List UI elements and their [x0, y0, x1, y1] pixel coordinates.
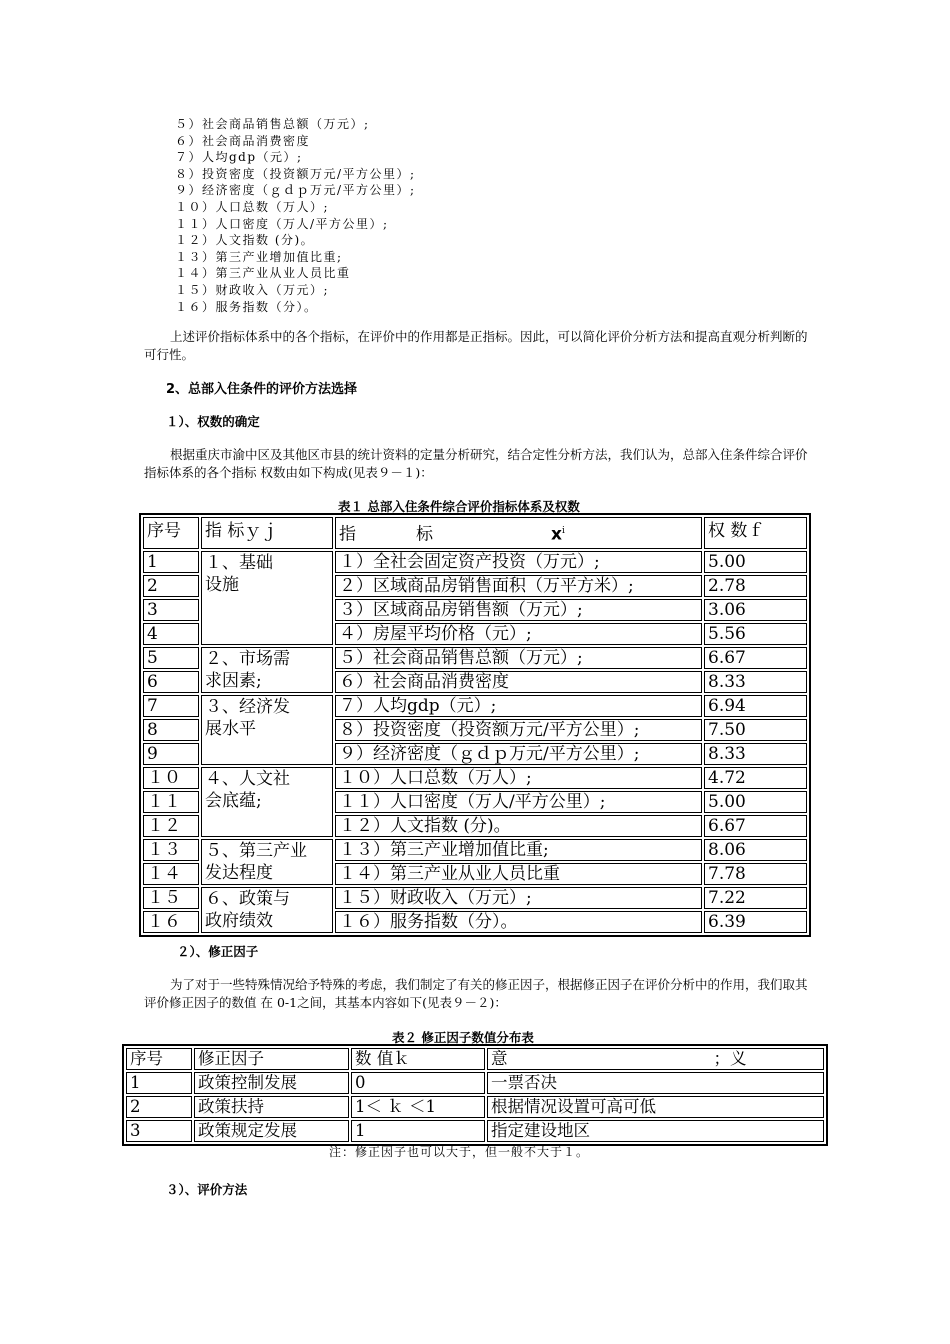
header-seq: 序号: [143, 517, 199, 549]
table-row: １４ １４）第三产业从业人员比重 7.78: [143, 863, 807, 885]
table1-caption: 表１ 总部入住条件综合评价指标体系及权数: [338, 499, 580, 514]
category-cell: ５、第三产业 发达程度: [201, 839, 333, 885]
list-item: １６）服务指数（分）。: [175, 299, 318, 314]
list-item: １２）人文指数 (分)。: [175, 233, 315, 248]
table-header-row: [143, 517, 807, 549]
correction-factor-table: [122, 1044, 828, 1146]
category-cell: ３、经济发 展水平: [201, 695, 333, 765]
table-row: １０ ４、人文社 会底蕴; １０）人口总数（万人）; 4.72: [143, 767, 807, 789]
list-item: １５）财政收入（万元）;: [175, 282, 330, 297]
table-row: 1 政策控制发展 0 一票否决: [126, 1072, 824, 1094]
table-row: 7 ３、经济发 展水平 ７）人均gdp（元）; 6.94: [143, 695, 807, 717]
indicator-list: [175, 116, 416, 315]
list-item: ８）投资密度（投资额万元/平方公里）;: [175, 166, 416, 181]
table-row: １１ １１）人口密度（万人/平方公里）; 5.00: [143, 791, 807, 813]
list-item: １４）第三产业从业人员比重: [175, 266, 351, 281]
header-seq: 序号: [126, 1048, 192, 1070]
category-cell: ２、市场需 求因素;: [201, 647, 333, 693]
table-row: 5 ２、市场需 求因素; ５）社会商品销售总额（万元）; 6.67: [143, 647, 807, 669]
list-item: １１）人口密度（万人/平方公里）;: [175, 216, 389, 231]
list-item: ５）社会商品销售总额（万元）;: [175, 117, 370, 131]
table-row: 3 ３）区域商品房销售额（万元）; 3.06: [143, 599, 807, 621]
table-row: 3 政策规定发展 1 指定建设地区: [126, 1120, 824, 1142]
table-row: 9 ９）经济密度（ｇｄｐ万元/平方公里）; 8.33: [143, 743, 807, 765]
section-heading: 2、总部入住条件的评价方法选择: [166, 382, 358, 397]
header-k: 数 值ｋ: [351, 1048, 485, 1070]
header-weight: 权 数ｆ: [704, 517, 807, 549]
list-item: ９）经济密度（ｇｄｐ万元/平方公里）;: [175, 183, 416, 198]
table-row: 8 ８）投资密度（投资额万元/平方公里）; 7.50: [143, 719, 807, 741]
table-row: 2 ２）区域商品房销售面积（万平方米）; 2.78: [143, 575, 807, 597]
category-cell: １、基础 设施: [201, 551, 333, 645]
paragraph-weights: 根据重庆市渝中区及其他区市县的统计资料的定量分析研究，结合定性分析方法，我们认为，总部入住条件综合评价指标体系的各个指标 权数由如下构成(见表９－１)：: [144, 447, 808, 480]
subsection-heading-method: ３）、评价方法: [166, 1182, 248, 1197]
table-header-row: [126, 1048, 824, 1070]
table2-caption: 表２ 修正因子数值分布表: [392, 1030, 534, 1045]
header-factor: 修正因子: [194, 1048, 349, 1070]
table-row: 4 ４）房屋平均价格（元）; 5.56: [143, 623, 807, 645]
weights-table: [139, 513, 811, 937]
subsection-heading-correction: ２）、修正因子: [177, 944, 259, 959]
header-meaning: 意 ；义: [487, 1048, 824, 1070]
paragraph-positive-indicators: 上述评价指标体系中的各个指标，在评价中的作用都是正指标。因此，可以简化评价分析方法和提高直观分析判断的可行性。: [144, 329, 808, 362]
category-cell: ４、人文社 会底蕴;: [201, 767, 333, 837]
table-row: 1 １、基础 设施 １）全社会固定资产投资（万元）; 5.00: [143, 551, 807, 573]
table-row: １６ １６）服务指数（分）。 6.39: [143, 911, 807, 933]
table2-note: 注：修正因子也可以大于，但一般不大于１。: [329, 1145, 590, 1159]
subsection-heading-weights: １）、权数的确定: [166, 414, 260, 429]
list-item: １０）人口总数（万人）;: [175, 199, 330, 214]
paragraph-correction: 为了对于一些特殊情况给予特殊的考虑，我们制定了有关的修正因子，根据修正因子在评价分析中的作用，我们取其评价修正因子的数值 在 0-1之间，其基本内容如下(见表９－２)：: [144, 977, 808, 1010]
list-item: ６）社会商品消费密度: [175, 133, 311, 148]
table-row: １２ １２）人文指数 (分)。 6.67: [143, 815, 807, 837]
table-row: 2 政策扶持 1＜ ｋ ＜1 根据情况设置可高可低: [126, 1096, 824, 1118]
header-category: 指 标ｙｊ: [201, 517, 333, 549]
table-row: １３ ５、第三产业 发达程度 １３）第三产业增加值比重; 8.06: [143, 839, 807, 861]
list-item: ７）人均gdp（元）;: [175, 150, 303, 165]
table-row: 6 ６）社会商品消费密度 8.33: [143, 671, 807, 693]
header-indicator: 指 标 $x^i$: [335, 517, 702, 549]
table-row: １５ ６、政策与 政府绩效 １５）财政收入（万元）; 7.22: [143, 887, 807, 909]
category-cell: ６、政策与 政府绩效: [201, 887, 333, 933]
list-item: １３）第三产业增加值比重;: [175, 249, 343, 264]
